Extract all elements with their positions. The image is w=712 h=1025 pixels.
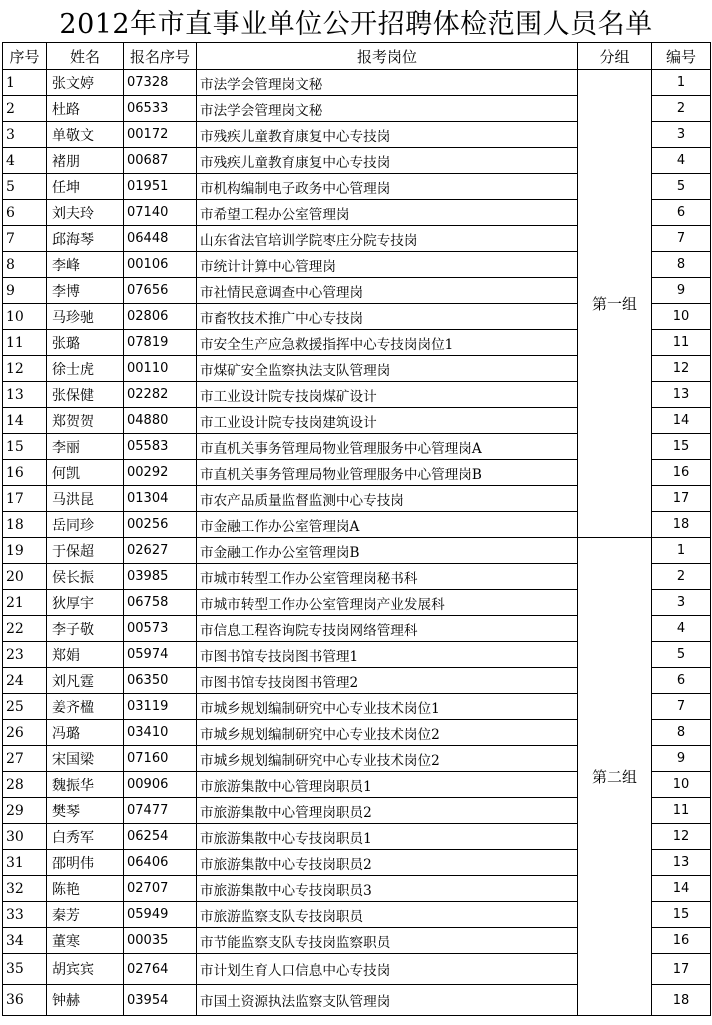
row-code: 11 xyxy=(652,798,711,824)
row-seq: 26 xyxy=(3,720,47,746)
row-regno: 07477 xyxy=(124,798,197,824)
row-post: 市工业设计院专技岗煤矿设计 xyxy=(197,382,578,408)
row-name: 邱海琴 xyxy=(47,226,124,252)
row-regno: 03410 xyxy=(124,720,197,746)
row-post: 市旅游集散中心专技岗职员1 xyxy=(197,824,578,850)
row-post: 市城乡规划编制研究中心专业技术岗位2 xyxy=(197,746,578,772)
row-post: 市统计计算中心管理岗 xyxy=(197,252,578,278)
row-seq: 25 xyxy=(3,694,47,720)
row-post: 市城乡规划编制研究中心专业技术岗位1 xyxy=(197,694,578,720)
row-name: 郑贺贺 xyxy=(47,408,124,434)
row-seq: 27 xyxy=(3,746,47,772)
header-name: 姓名 xyxy=(47,43,124,70)
row-seq: 18 xyxy=(3,512,47,538)
row-seq: 2 xyxy=(3,96,47,122)
row-regno: 02282 xyxy=(124,382,197,408)
row-code: 11 xyxy=(652,330,711,356)
row-code: 15 xyxy=(652,902,711,928)
row-code: 9 xyxy=(652,278,711,304)
group-cell: 第二组 xyxy=(578,538,652,1016)
row-code: 3 xyxy=(652,122,711,148)
row-seq: 30 xyxy=(3,824,47,850)
row-code: 18 xyxy=(652,512,711,538)
row-post: 市机构编制电子政务中心管理岗 xyxy=(197,174,578,200)
row-regno: 07140 xyxy=(124,200,197,226)
header-row xyxy=(3,43,711,70)
row-regno: 02764 xyxy=(124,954,197,985)
header-regno: 报名序号 xyxy=(124,43,197,70)
row-name: 张保健 xyxy=(47,382,124,408)
header-seq: 序号 xyxy=(3,43,47,70)
header-group: 分组 xyxy=(578,43,652,70)
row-name: 何凯 xyxy=(47,460,124,486)
row-name: 魏振华 xyxy=(47,772,124,798)
row-code: 1 xyxy=(652,70,711,96)
row-regno: 00906 xyxy=(124,772,197,798)
row-post: 市节能监察支队专技岗监察职员 xyxy=(197,928,578,954)
row-name: 任坤 xyxy=(47,174,124,200)
row-post: 市残疾儿童教育康复中心专技岗 xyxy=(197,122,578,148)
row-seq: 9 xyxy=(3,278,47,304)
row-seq: 1 xyxy=(3,70,47,96)
row-code: 6 xyxy=(652,668,711,694)
row-name: 张文婷 xyxy=(47,70,124,96)
row-seq: 15 xyxy=(3,434,47,460)
row-seq: 14 xyxy=(3,408,47,434)
row-seq: 4 xyxy=(3,148,47,174)
row-name: 刘凡霆 xyxy=(47,668,124,694)
row-regno: 06533 xyxy=(124,96,197,122)
row-code: 3 xyxy=(652,590,711,616)
row-seq: 12 xyxy=(3,356,47,382)
row-post: 山东省法官培训学院枣庄分院专技岗 xyxy=(197,226,578,252)
row-name: 马珍驰 xyxy=(47,304,124,330)
row-code: 10 xyxy=(652,304,711,330)
row-name: 徐士虎 xyxy=(47,356,124,382)
row-regno: 00110 xyxy=(124,356,197,382)
row-seq: 19 xyxy=(3,538,47,564)
row-regno: 05949 xyxy=(124,902,197,928)
row-name: 秦芳 xyxy=(47,902,124,928)
row-regno: 07656 xyxy=(124,278,197,304)
row-post: 市残疾儿童教育康复中心专技岗 xyxy=(197,148,578,174)
row-regno: 03985 xyxy=(124,564,197,590)
row-name: 胡宾宾 xyxy=(47,954,124,985)
roster-table xyxy=(2,42,711,1016)
row-regno: 00573 xyxy=(124,616,197,642)
row-regno: 06758 xyxy=(124,590,197,616)
row-regno: 00106 xyxy=(124,252,197,278)
row-code: 13 xyxy=(652,850,711,876)
row-post: 市旅游集散中心管理岗职员2 xyxy=(197,798,578,824)
row-post: 市旅游集散中心专技岗职员3 xyxy=(197,876,578,902)
row-post: 市城市转型工作办公室管理岗秘书科 xyxy=(197,564,578,590)
row-seq: 23 xyxy=(3,642,47,668)
row-post: 市法学会管理岗文秘 xyxy=(197,96,578,122)
row-name: 李博 xyxy=(47,278,124,304)
header-post: 报考岗位 xyxy=(197,43,578,70)
row-code: 14 xyxy=(652,876,711,902)
row-post: 市城市转型工作办公室管理岗产业发展科 xyxy=(197,590,578,616)
row-regno: 00256 xyxy=(124,512,197,538)
row-seq: 7 xyxy=(3,226,47,252)
row-name: 侯长振 xyxy=(47,564,124,590)
row-post: 市工业设计院专技岗建筑设计 xyxy=(197,408,578,434)
row-name: 于保超 xyxy=(47,538,124,564)
row-post: 市计划生育人口信息中心专技岗 xyxy=(197,954,578,985)
row-regno: 00687 xyxy=(124,148,197,174)
row-code: 16 xyxy=(652,928,711,954)
row-post: 市法学会管理岗文秘 xyxy=(197,70,578,96)
row-name: 岳同珍 xyxy=(47,512,124,538)
row-seq: 17 xyxy=(3,486,47,512)
row-seq: 35 xyxy=(3,954,47,985)
row-code: 8 xyxy=(652,720,711,746)
row-name: 姜齐楹 xyxy=(47,694,124,720)
row-name: 郑娟 xyxy=(47,642,124,668)
row-name: 张璐 xyxy=(47,330,124,356)
row-post: 市金融工作办公室管理岗A xyxy=(197,512,578,538)
header-code: 编号 xyxy=(652,43,711,70)
row-name: 单敬文 xyxy=(47,122,124,148)
row-regno: 02707 xyxy=(124,876,197,902)
row-seq: 21 xyxy=(3,590,47,616)
row-code: 9 xyxy=(652,746,711,772)
row-code: 12 xyxy=(652,824,711,850)
row-code: 2 xyxy=(652,564,711,590)
row-name: 李峰 xyxy=(47,252,124,278)
row-post: 市直机关事务管理局物业管理服务中心管理岗B xyxy=(197,460,578,486)
row-seq: 34 xyxy=(3,928,47,954)
row-post: 市城乡规划编制研究中心专业技术岗位2 xyxy=(197,720,578,746)
row-seq: 33 xyxy=(3,902,47,928)
row-post: 市信息工程咨询院专技岗网络管理科 xyxy=(197,616,578,642)
row-post: 市煤矿安全监察执法支队管理岗 xyxy=(197,356,578,382)
row-regno: 05583 xyxy=(124,434,197,460)
row-post: 市畜牧技术推广中心专技岗 xyxy=(197,304,578,330)
row-post: 市农产品质量监督监测中心专技岗 xyxy=(197,486,578,512)
row-code: 18 xyxy=(652,985,711,1016)
row-seq: 24 xyxy=(3,668,47,694)
row-regno: 05974 xyxy=(124,642,197,668)
row-regno: 03119 xyxy=(124,694,197,720)
row-seq: 20 xyxy=(3,564,47,590)
row-post: 市图书馆专技岗图书管理2 xyxy=(197,668,578,694)
row-name: 刘夫玲 xyxy=(47,200,124,226)
row-seq: 10 xyxy=(3,304,47,330)
row-code: 14 xyxy=(652,408,711,434)
row-code: 12 xyxy=(652,356,711,382)
row-name: 李子敬 xyxy=(47,616,124,642)
row-code: 6 xyxy=(652,200,711,226)
row-code: 15 xyxy=(652,434,711,460)
row-code: 4 xyxy=(652,148,711,174)
row-seq: 32 xyxy=(3,876,47,902)
row-seq: 31 xyxy=(3,850,47,876)
row-regno: 07819 xyxy=(124,330,197,356)
row-code: 2 xyxy=(652,96,711,122)
row-regno: 03954 xyxy=(124,985,197,1016)
row-code: 17 xyxy=(652,954,711,985)
row-post: 市旅游集散中心管理岗职员1 xyxy=(197,772,578,798)
row-post: 市国土资源执法监察支队管理岗 xyxy=(197,985,578,1016)
group-cell: 第一组 xyxy=(578,70,652,538)
row-post: 市直机关事务管理局物业管理服务中心管理岗A xyxy=(197,434,578,460)
row-regno: 06350 xyxy=(124,668,197,694)
row-name: 樊琴 xyxy=(47,798,124,824)
roster-body xyxy=(3,70,711,1016)
row-code: 7 xyxy=(652,226,711,252)
row-post: 市旅游监察支队专技岗职员 xyxy=(197,902,578,928)
row-regno: 01304 xyxy=(124,486,197,512)
row-regno: 04880 xyxy=(124,408,197,434)
row-post: 市图书馆专技岗图书管理1 xyxy=(197,642,578,668)
row-name: 白秀军 xyxy=(47,824,124,850)
row-name: 李丽 xyxy=(47,434,124,460)
row-code: 17 xyxy=(652,486,711,512)
row-post: 市社情民意调查中心管理岗 xyxy=(197,278,578,304)
row-seq: 13 xyxy=(3,382,47,408)
row-code: 1 xyxy=(652,538,711,564)
row-seq: 3 xyxy=(3,122,47,148)
row-seq: 36 xyxy=(3,985,47,1016)
row-code: 5 xyxy=(652,642,711,668)
row-regno: 02806 xyxy=(124,304,197,330)
row-regno: 01951 xyxy=(124,174,197,200)
row-seq: 8 xyxy=(3,252,47,278)
row-code: 16 xyxy=(652,460,711,486)
row-code: 7 xyxy=(652,694,711,720)
row-post: 市希望工程办公室管理岗 xyxy=(197,200,578,226)
row-name: 狄厚宇 xyxy=(47,590,124,616)
table-row xyxy=(3,538,711,564)
row-name: 马洪昆 xyxy=(47,486,124,512)
row-code: 5 xyxy=(652,174,711,200)
row-name: 宋国梁 xyxy=(47,746,124,772)
row-regno: 07328 xyxy=(124,70,197,96)
row-regno: 00172 xyxy=(124,122,197,148)
row-name: 邵明伟 xyxy=(47,850,124,876)
row-code: 10 xyxy=(652,772,711,798)
row-post: 市旅游集散中心专技岗职员2 xyxy=(197,850,578,876)
row-name: 董寒 xyxy=(47,928,124,954)
row-name: 杜路 xyxy=(47,96,124,122)
row-name: 陈艳 xyxy=(47,876,124,902)
row-regno: 07160 xyxy=(124,746,197,772)
row-seq: 11 xyxy=(3,330,47,356)
row-regno: 06406 xyxy=(124,850,197,876)
row-regno: 06254 xyxy=(124,824,197,850)
row-seq: 6 xyxy=(3,200,47,226)
row-code: 8 xyxy=(652,252,711,278)
row-code: 13 xyxy=(652,382,711,408)
row-name: 褚朋 xyxy=(47,148,124,174)
row-seq: 5 xyxy=(3,174,47,200)
document-title: 2012年市直事业单位公开招聘体检范围人员名单 xyxy=(59,8,653,40)
row-regno: 00035 xyxy=(124,928,197,954)
row-seq: 22 xyxy=(3,616,47,642)
row-name: 钟赫 xyxy=(47,985,124,1016)
row-name: 冯璐 xyxy=(47,720,124,746)
row-seq: 28 xyxy=(3,772,47,798)
row-regno: 02627 xyxy=(124,538,197,564)
row-post: 市安全生产应急救援指挥中心专技岗岗位1 xyxy=(197,330,578,356)
row-regno: 06448 xyxy=(124,226,197,252)
row-regno: 00292 xyxy=(124,460,197,486)
row-seq: 16 xyxy=(3,460,47,486)
row-seq: 29 xyxy=(3,798,47,824)
row-code: 4 xyxy=(652,616,711,642)
row-post: 市金融工作办公室管理岗B xyxy=(197,538,578,564)
table-row xyxy=(3,70,711,96)
